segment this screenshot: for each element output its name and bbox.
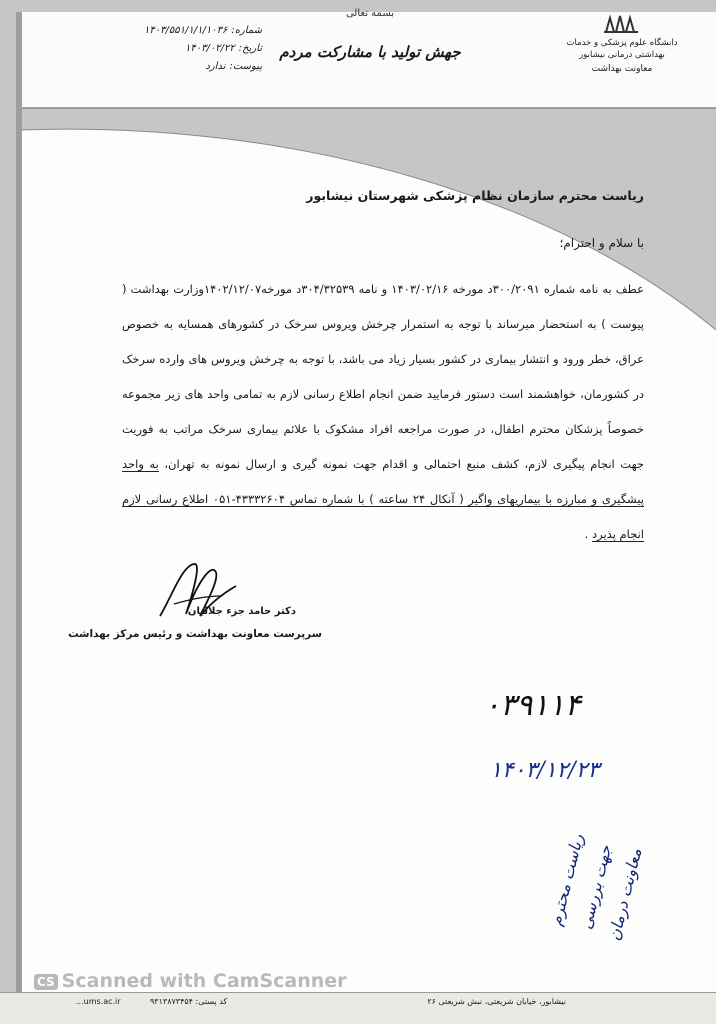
letter-footer <box>0 992 716 1024</box>
footer-website: ...ums.ac.ir <box>76 997 121 1006</box>
camscanner-logo-icon: CS <box>34 974 58 990</box>
letter-motto-block <box>270 8 470 61</box>
body-underlined-text: به واحد پیشگیری و مبارزه با بیماریهای واگیر ( آنکال ۲۴ ساعته ) با شماره تماس ۴۳۳۳۲۶۰۴-۰۵۱ اطلاع رسانی لازم انجام پذیرد <box>122 457 644 541</box>
letter-meta <box>92 22 262 76</box>
registration-number-stamp: ۰۳۹۱۱۴ <box>484 688 581 723</box>
signatory-name: دکتر حامد جزء جلالیان <box>187 606 296 617</box>
university-logo-block <box>552 14 692 75</box>
footer-postal-code: کد پستی: ۹۳۱۳۸۷۳۴۵۴ <box>150 997 228 1006</box>
letter-body <box>122 272 644 552</box>
scanner-watermark <box>34 970 347 992</box>
university-emblem-icon <box>552 14 692 37</box>
attachment-value: ندارد <box>205 61 226 72</box>
number-label: شماره: <box>231 25 262 36</box>
bismillah: بسمه تعالی <box>345 8 395 19</box>
date-value: ۱۴۰۳/۰۲/۲۲ <box>185 43 235 54</box>
date-label: تاریخ: <box>238 43 262 54</box>
department-name: معاونت بهداشت <box>591 64 653 74</box>
recipient-line: ریاست محترم سازمان نظام پزشکی شهرستان نیشابور <box>306 188 644 203</box>
greeting-line: با سلام و احترام؛ <box>559 236 644 250</box>
year-motto: جهش تولید با مشارکت مردم <box>279 43 461 61</box>
letter-number-row <box>92 22 262 40</box>
handnote-line-2: جهت بررسی <box>576 843 616 932</box>
body-main-text: عطف به نامه شماره ۳۰۰/۲۰۹۱د مورخه ۱۴۰۳/۰۲/۱۶ و نامه ۳۰۴/۳۲۵۳۹د مورخه۱۴۰۲/۱۲/۰۷وزارت بهداشت ( پیوست ) به استحضار میرساند با توجه به استمرار چرخش ویروس سرخک در کشورهای همسایه به خصوص عراق، خطر ورود و انتشار بیماری در کشور بسیار زیاد می باشد، با توجه به چرخش ویروس های وارده سرخک در کشورمان، خواهشمند است دستور فرمایید ضمن انجام اطلاع رسانی لازم به تمامی واحد های زیر مجموعه خصوصاً پزشکان محترم اطفال، در صورت مراجعه افراد مشکوک با علائم بیماری سرخک مراتب به فوریت جهت انجام پیگیری لازم، کشف منبع احتمالی و اقدام جهت نمونه گیری و ارسال نمونه به تهران، <box>122 282 644 471</box>
letterhead <box>0 0 716 110</box>
received-date-stamp: ۱۴۰۳/۱۲/۲۳ <box>490 758 600 783</box>
letter-attachment-row <box>92 58 262 76</box>
signature-block <box>68 556 322 656</box>
body-end-text: . <box>584 527 592 541</box>
university-name: دانشگاه علوم پزشکی و خدمات بهداشتی درمانی نیشابور <box>566 38 678 60</box>
footer-address: نیشابور، خیابان شریعتی، نبش شریعتی ۲۶ <box>427 997 566 1006</box>
watermark-text: Scanned with CamScanner <box>61 970 347 992</box>
letter-date-row <box>92 40 262 58</box>
number-value: ۱۴۰۳/۵۵۱/۱/۱/۱۰۳۶ <box>144 25 228 36</box>
handnote-line-3: معاونت درمان <box>604 846 646 943</box>
attachment-label: پیوست: <box>229 61 262 72</box>
handnote-line-1: ریاست محترم <box>546 832 588 928</box>
signatory-title: سرپرست معاونت بهداشت و رئیس مرکز بهداشت <box>68 628 322 640</box>
